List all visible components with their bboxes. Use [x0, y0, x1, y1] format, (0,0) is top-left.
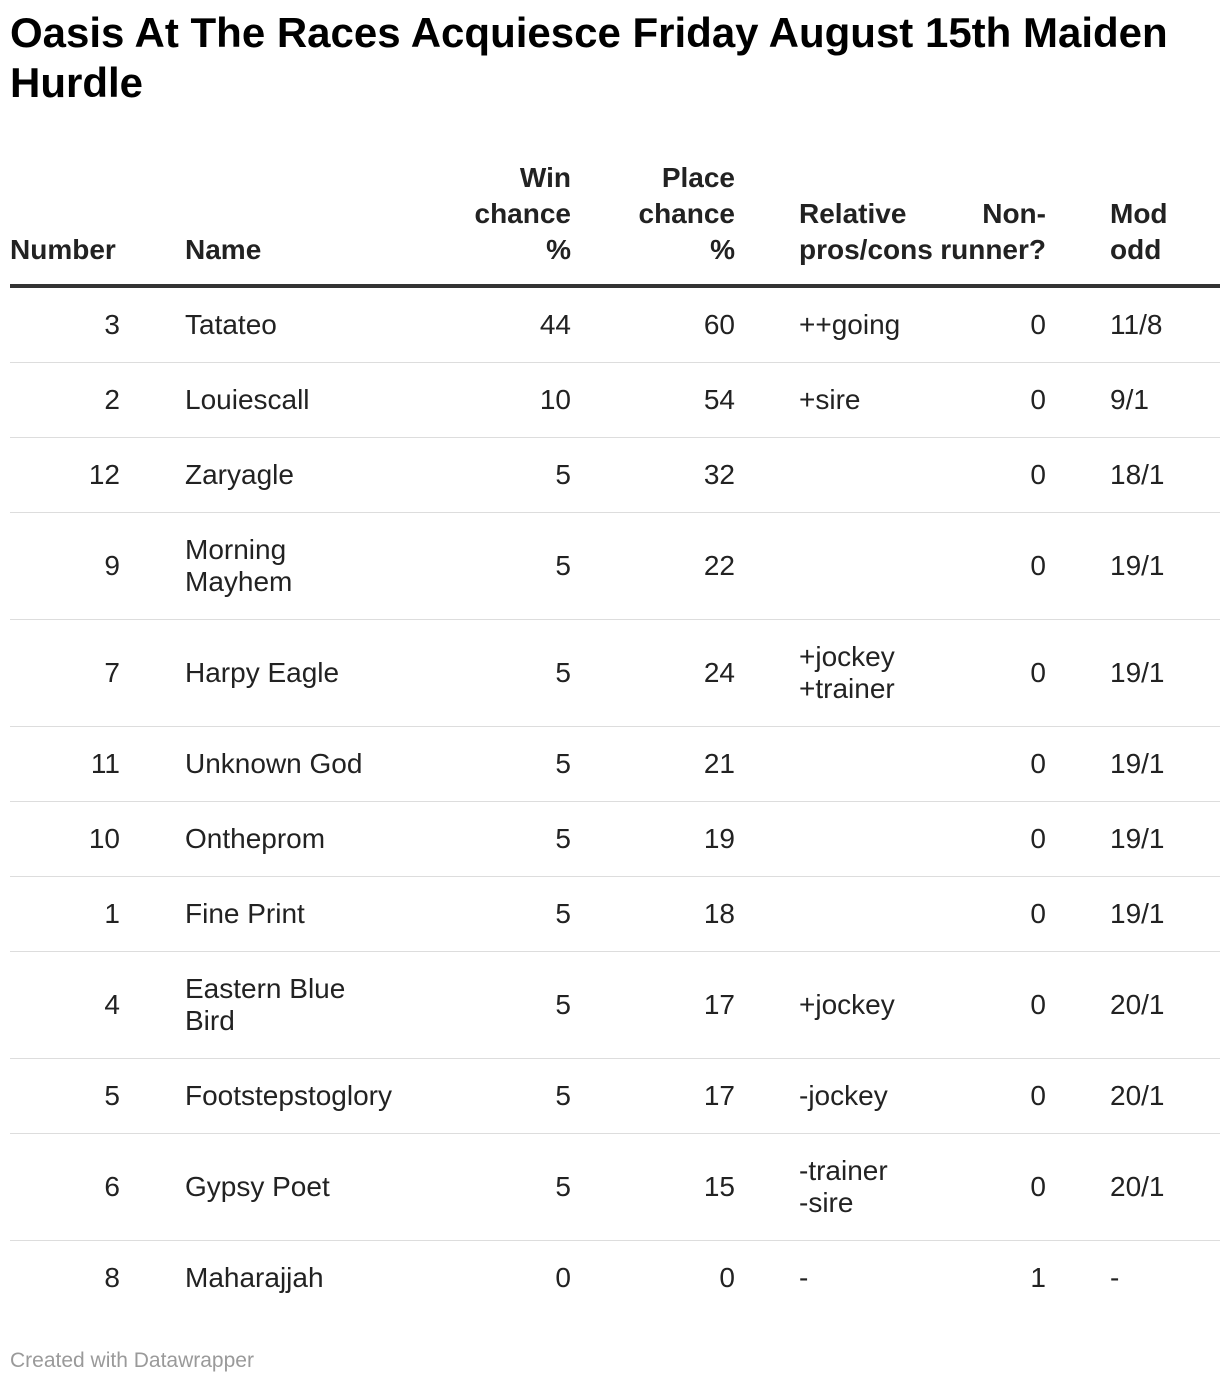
cell-win-chance: 5	[407, 513, 571, 620]
cell-model-odds: 20/1	[1046, 1134, 1220, 1241]
column-header-name: Name	[185, 160, 407, 286]
cell-name: Harpy Eagle	[185, 620, 407, 727]
cell-place-chance: 54	[571, 363, 735, 438]
cell-name: Fine Print	[185, 877, 407, 952]
table-header-row	[10, 160, 1220, 286]
cell-model-odds: 19/1	[1046, 620, 1220, 727]
table-row	[10, 1059, 1220, 1134]
table-row	[10, 620, 1220, 727]
cell-name: Eastern Blue Bird	[185, 952, 407, 1059]
cell-win-chance: 5	[407, 1134, 571, 1241]
cell-name: Maharajjah	[185, 1262, 324, 1293]
cell-name: Tatateo	[185, 286, 407, 363]
cell-non-runner: 0	[920, 877, 1046, 952]
cell-relative	[735, 877, 920, 952]
cell-number: 4	[10, 952, 185, 1059]
cell-relative	[735, 727, 920, 802]
cell-non-runner: 0	[920, 438, 1046, 513]
cell-number: 1	[10, 877, 185, 952]
cell-place-chance: 17	[571, 1059, 735, 1134]
cell-name: Unknown God	[185, 727, 407, 802]
cell-name: Footstepstoglory	[185, 1059, 407, 1134]
cell-number: 3	[10, 286, 185, 363]
relative-note: -sire	[799, 1187, 854, 1218]
cell-non-runner: 0	[920, 1059, 1046, 1134]
cell-relative	[735, 286, 920, 363]
cell-non-runner: 0	[920, 286, 1046, 363]
cell-non-runner: 1	[1030, 1262, 1046, 1293]
cell-number: 9	[10, 513, 185, 620]
cell-win-chance: 5	[407, 1059, 571, 1134]
cell-number: 8	[104, 1262, 120, 1293]
cell-non-runner: 0	[920, 727, 1046, 802]
cell-win-chance: 5	[407, 802, 571, 877]
cell-model-odds: 19/1	[1046, 802, 1220, 877]
cell-number: 5	[10, 1059, 185, 1134]
cell-relative	[735, 620, 920, 727]
relative-note: +trainer	[799, 673, 895, 704]
cell-number: 12	[10, 438, 185, 513]
table-row	[10, 363, 1220, 438]
cell-model-odds: 20/1	[1046, 952, 1220, 1059]
cell-model-odds: 20/1	[1046, 1059, 1220, 1134]
cell-non-runner: 0	[920, 620, 1046, 727]
column-header-number: Number	[10, 160, 185, 286]
results-table-wrapper	[10, 160, 1220, 1315]
cell-place-chance: 15	[571, 1134, 735, 1241]
cell-number: 10	[10, 802, 185, 877]
column-header-win-chance: Win chance %	[407, 160, 571, 286]
cell-relative	[735, 438, 920, 513]
cell-name: Gypsy Poet	[185, 1134, 407, 1241]
relative-note: ++going	[799, 309, 901, 340]
column-header-non-runner: Non- runner?	[920, 160, 1046, 286]
table-body	[10, 286, 1220, 1315]
cell-place-chance: 32	[571, 438, 735, 513]
cell-non-runner: 0	[920, 952, 1046, 1059]
table-row	[10, 727, 1220, 802]
cell-non-runner: 0	[920, 802, 1046, 877]
cell-win-chance: 5	[407, 727, 571, 802]
cell-name: Zaryagle	[185, 438, 407, 513]
cell-name: Ontheprom	[185, 802, 407, 877]
cell-win-chance: 5	[407, 620, 571, 727]
table-row	[10, 1241, 1220, 1316]
cell-place-chance: 0	[719, 1262, 735, 1293]
table-row	[10, 513, 1220, 620]
cell-win-chance: 5	[407, 438, 571, 513]
cell-name: Morning Mayhem	[185, 513, 407, 620]
cell-relative	[735, 1059, 920, 1134]
cell-relative	[735, 802, 920, 877]
cell-number: 6	[10, 1134, 185, 1241]
cell-non-runner: 0	[920, 1134, 1046, 1241]
results-table	[10, 160, 1220, 1315]
cell-model-odds: 19/1	[1046, 877, 1220, 952]
cell-number: 2	[10, 363, 185, 438]
page-title: Oasis At The Races Acquiesce Friday August 15th Maiden Hurdle	[10, 9, 1168, 106]
cell-place-chance: 21	[571, 727, 735, 802]
cell-relative	[735, 1134, 920, 1241]
cell-place-chance: 19	[571, 802, 735, 877]
table-row	[10, 877, 1220, 952]
cell-win-chance: 44	[407, 286, 571, 363]
cell-model-odds: 19/1	[1046, 513, 1220, 620]
cell-non-runner: 0	[920, 363, 1046, 438]
cell-model-odds: -	[1110, 1262, 1120, 1293]
relative-note: +jockey	[799, 641, 895, 672]
relative-note: +jockey	[799, 989, 895, 1020]
column-header-model-odds: Mod odd	[1046, 160, 1220, 286]
relative-note: -trainer	[799, 1155, 888, 1186]
column-header-relative: Relative pros/cons	[735, 160, 920, 286]
relative-note: -	[799, 1262, 809, 1293]
cell-relative	[735, 952, 920, 1059]
cell-model-odds: 18/1	[1046, 438, 1220, 513]
cell-place-chance: 18	[571, 877, 735, 952]
cell-relative	[735, 363, 920, 438]
datawrapper-credit: Created with Datawrapper	[10, 1349, 254, 1372]
cell-place-chance: 17	[571, 952, 735, 1059]
cell-place-chance: 22	[571, 513, 735, 620]
cell-model-odds: 11/8	[1046, 286, 1220, 363]
cell-name: Louiescall	[185, 363, 407, 438]
cell-place-chance: 60	[571, 286, 735, 363]
cell-win-chance: 5	[407, 952, 571, 1059]
relative-note: -jockey	[799, 1080, 888, 1111]
cell-relative	[735, 513, 920, 620]
cell-win-chance: 0	[555, 1262, 571, 1293]
cell-non-runner: 0	[920, 513, 1046, 620]
cell-number: 11	[10, 727, 185, 802]
cell-model-odds: 9/1	[1046, 363, 1220, 438]
table-row	[10, 802, 1220, 877]
cell-number: 7	[10, 620, 185, 727]
cell-win-chance: 10	[407, 363, 571, 438]
table-row	[10, 438, 1220, 513]
table-row	[10, 952, 1220, 1059]
relative-note: +sire	[799, 384, 861, 415]
table-row	[10, 1134, 1220, 1241]
cell-place-chance: 24	[571, 620, 735, 727]
cell-relative	[735, 1241, 920, 1316]
table-row	[10, 286, 1220, 363]
column-header-place-chance: Place chance %	[571, 160, 735, 286]
cell-model-odds: 19/1	[1046, 727, 1220, 802]
cell-win-chance: 5	[407, 877, 571, 952]
